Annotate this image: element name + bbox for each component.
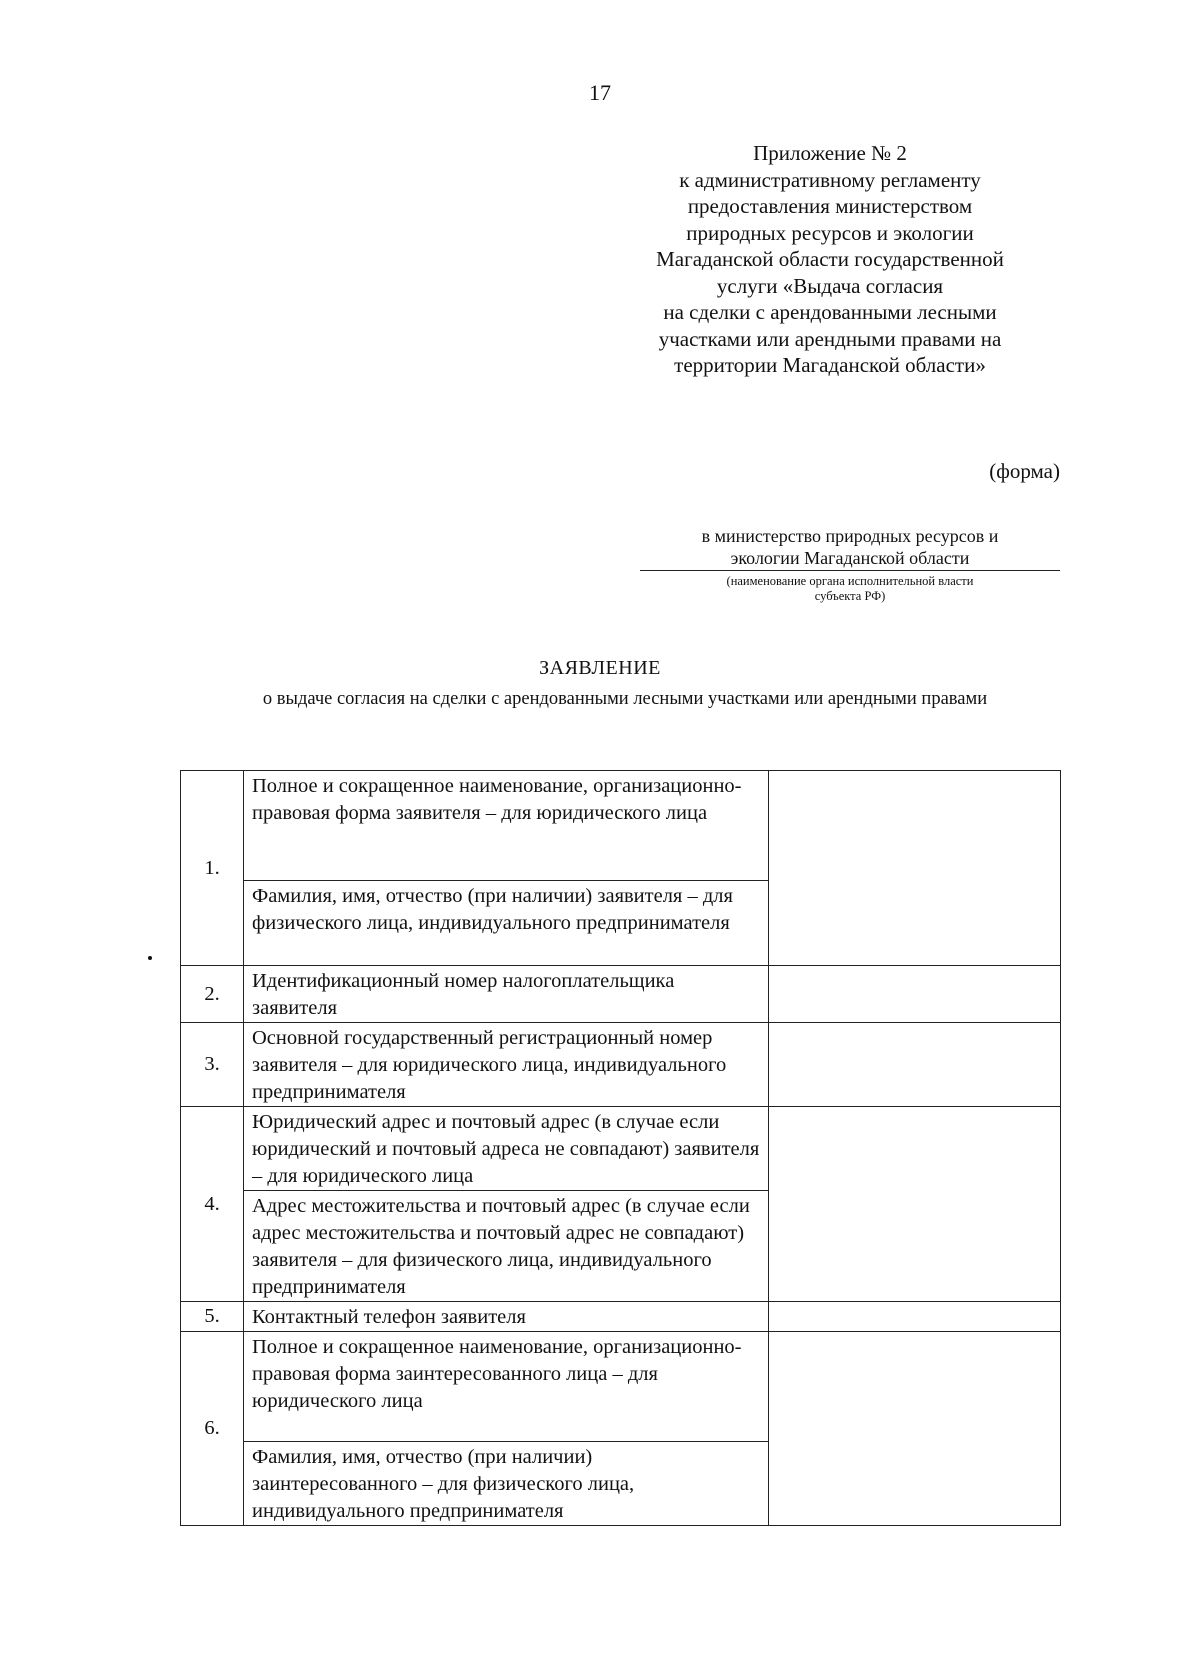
appendix-line: участками или арендными правами на	[658, 326, 1002, 351]
row-number: 6.	[181, 1332, 244, 1526]
field-value-cell[interactable]	[769, 966, 1061, 1023]
table-row	[181, 1332, 1061, 1442]
appendix-line: Приложение № 2	[753, 141, 907, 165]
application-form-table	[180, 770, 1061, 1526]
row-number: 5.	[181, 1302, 244, 1332]
appendix-line: предоставления министерством	[687, 194, 973, 218]
field-label: Полное и сокращенное наименование, организационно-правовая форма заинтересованного лица – для юридического лица	[244, 1332, 769, 1442]
field-label: Идентификационный номер налогоплательщика заявителя	[244, 966, 769, 1023]
addressee-line-2: экологии Магаданской области	[730, 548, 970, 568]
document-subtitle: о выдаче согласия на сделки с арендованными лесными участками или арендными правами	[262, 689, 988, 709]
table-row	[181, 771, 1061, 881]
appendix-line: Магаданской области государственной	[656, 247, 1004, 271]
field-value-cell[interactable]	[769, 1107, 1061, 1302]
addressee-line-1: в министерство природных ресурсов и	[701, 526, 999, 546]
table-row	[181, 1302, 1061, 1332]
field-value-cell[interactable]	[769, 771, 1061, 966]
form-label: (форма)	[989, 459, 1060, 483]
field-label: Основной государственный регистрационный номер заявителя – для юридического лица, индивидуального предпринимателя	[244, 1023, 769, 1107]
field-value-cell[interactable]	[769, 1023, 1061, 1107]
table-row	[181, 966, 1061, 1023]
row-number: 4.	[181, 1107, 244, 1302]
field-value-cell[interactable]	[769, 1332, 1061, 1526]
addressee-block	[640, 525, 1060, 569]
document-title: ЗАЯВЛЕНИЕ	[539, 657, 661, 679]
stray-dot	[148, 956, 152, 960]
page-number: 17	[589, 80, 611, 105]
table-row	[181, 1107, 1061, 1191]
appendix-line: природных ресурсов и экологии	[686, 220, 974, 245]
addressee-caption-line-2: субъекта РФ)	[814, 589, 886, 603]
row-number: 1.	[181, 771, 244, 966]
appendix-line: территории Магаданской области»	[674, 353, 986, 377]
field-value-cell[interactable]	[769, 1302, 1061, 1332]
table-row	[181, 1023, 1061, 1107]
row-number: 2.	[181, 966, 244, 1023]
appendix-line: услуги «Выдача согласия	[716, 273, 944, 298]
addressee-caption-line-1: (наименование органа исполнительной власти	[726, 574, 974, 588]
addressee-underline	[640, 570, 1060, 571]
field-label: Юридический адрес и почтовый адрес (в случае если юридический и почтовый адреса не совпадают) заявителя – для юридического лица	[244, 1107, 769, 1191]
field-label: Фамилия, имя, отчество (при наличии) заявителя – для физического лица, индивидуального предпринимателя	[244, 881, 769, 966]
addressee-caption	[660, 574, 1040, 604]
row-number: 3.	[181, 1023, 244, 1107]
field-label: Контактный телефон заявителя	[244, 1302, 769, 1332]
appendix-line: на сделки с арендованными лесными	[663, 300, 997, 324]
field-label: Адрес местожительства и почтовый адрес (в случае если адрес местожительства и почтовый адрес не совпадают) заявителя – для физического лица, индивидуального предпринимателя	[244, 1191, 769, 1302]
appendix-line: к административному регламенту	[679, 167, 981, 192]
appendix-header	[620, 140, 1040, 379]
field-label: Полное и сокращенное наименование, организационно-правовая форма заявителя – для юридического лица	[244, 771, 769, 881]
field-label: Фамилия, имя, отчество (при наличии) заинтересованного – для физического лица, индивидуального предпринимателя	[244, 1442, 769, 1526]
